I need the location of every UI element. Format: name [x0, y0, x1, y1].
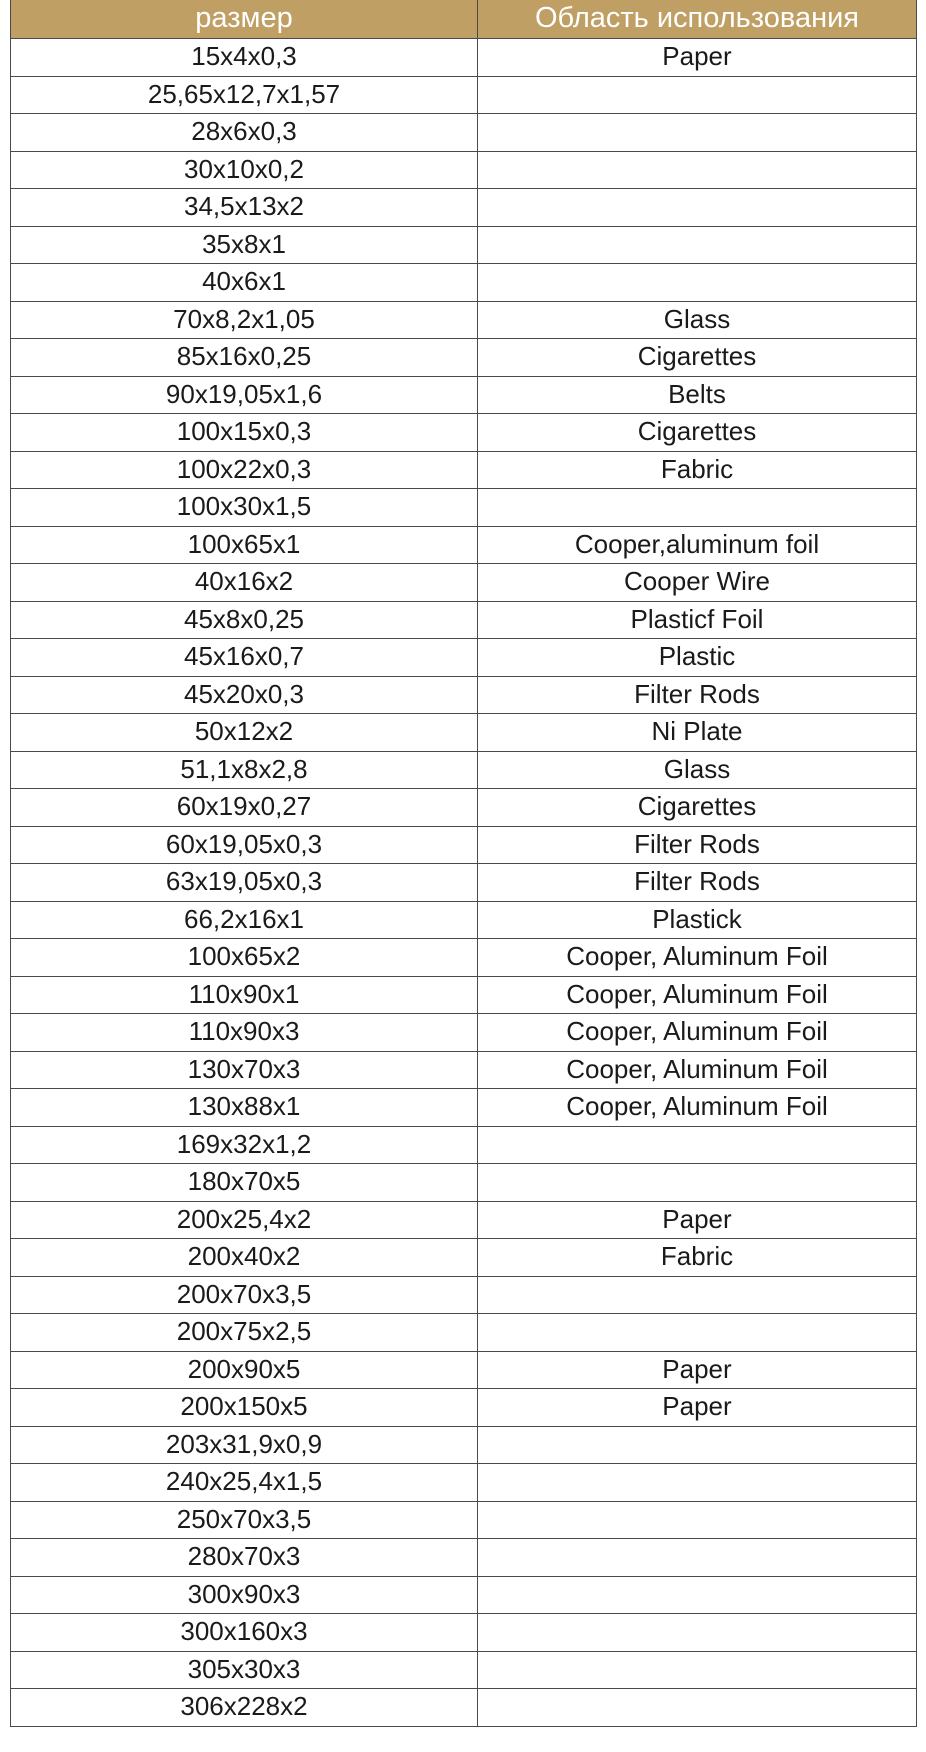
usage-value: Plasticf Foil: [630, 603, 764, 634]
table-row: [11, 1314, 917, 1352]
size-value: 100x22x0,3: [176, 453, 312, 484]
size-cell: [11, 39, 478, 77]
usage-value: Plastic: [658, 641, 736, 672]
size-value: 100x30x1,5: [176, 491, 312, 522]
size-value: 60x19,05x0,3: [165, 828, 323, 859]
size-cell: [11, 1689, 478, 1727]
usage-cell: [478, 1614, 917, 1652]
usage-value: Cigarettes: [637, 791, 757, 822]
usage-value: Paper: [662, 1391, 732, 1422]
size-usage-table: [10, 0, 917, 1727]
size-cell: [11, 1051, 478, 1089]
size-value: 40x6x1: [202, 266, 286, 297]
size-value: 250x70x3,5: [176, 1503, 312, 1534]
table-row: [11, 1089, 917, 1127]
usage-cell: [478, 639, 917, 677]
size-cell: [11, 1239, 478, 1277]
usage-value: Cooper,aluminum foil: [574, 528, 820, 559]
table-row: [11, 1201, 917, 1239]
size-cell: [11, 789, 478, 827]
size-cell: [11, 1501, 478, 1539]
size-cell: [11, 1539, 478, 1577]
usage-cell: [478, 1689, 917, 1727]
size-value: 100x15x0,3: [176, 416, 312, 447]
table-row: [11, 151, 917, 189]
size-value: 50x12x2: [194, 716, 294, 747]
table-row: [11, 1126, 917, 1164]
size-value: 300x160x3: [180, 1616, 308, 1647]
size-value: 200x75x2,5: [176, 1316, 312, 1347]
usage-cell: [478, 1426, 917, 1464]
usage-cell: [478, 1539, 917, 1577]
size-cell: [11, 1126, 478, 1164]
usage-cell: [478, 1351, 917, 1389]
usage-cell: [478, 489, 917, 527]
size-cell: [11, 639, 478, 677]
usage-value: Filter Rods: [634, 866, 760, 897]
size-value: 30x10x0,2: [184, 153, 304, 184]
usage-cell: [478, 1464, 917, 1502]
table-row: [11, 526, 917, 564]
size-value: 169x32x1,2: [176, 1128, 312, 1159]
table-row: [11, 414, 917, 452]
size-cell: [11, 1464, 478, 1502]
usage-value: Cooper, Aluminum Foil: [566, 1053, 828, 1084]
size-cell: [11, 601, 478, 639]
table-row: [11, 1651, 917, 1689]
size-value: 63x19,05x0,3: [165, 866, 323, 897]
table-row: [11, 1614, 917, 1652]
usage-value: Cigarettes: [637, 416, 757, 447]
usage-cell: [478, 1276, 917, 1314]
size-value: 130x70x3: [187, 1053, 301, 1084]
usage-cell: [478, 301, 917, 339]
usage-cell: [478, 1126, 917, 1164]
size-value: 240x25,4x1,5: [165, 1466, 323, 1497]
size-value: 35x8x1: [202, 228, 286, 259]
table-row: [11, 376, 917, 414]
usage-cell: [478, 1239, 917, 1277]
usage-cell: [478, 376, 917, 414]
size-cell: [11, 1164, 478, 1202]
size-value: 45x16x0,7: [184, 641, 304, 672]
usage-cell: [478, 751, 917, 789]
size-cell: [11, 339, 478, 377]
size-value: 203x31,9x0,9: [165, 1428, 323, 1459]
usage-cell: [478, 1389, 917, 1427]
header-size: [11, 0, 478, 39]
usage-cell: [478, 1201, 917, 1239]
usage-cell: [478, 1089, 917, 1127]
table-header: [11, 0, 917, 39]
size-usage-table-container: [10, 0, 916, 1727]
size-value: 200x90x5: [187, 1353, 301, 1384]
table-row: [11, 114, 917, 152]
size-value: 40x16x2: [194, 566, 294, 597]
size-cell: [11, 489, 478, 527]
size-cell: [11, 864, 478, 902]
usage-value: Cooper, Aluminum Foil: [566, 941, 828, 972]
size-value: 85x16x0,25: [176, 341, 312, 372]
table-row: [11, 714, 917, 752]
usage-cell: [478, 1576, 917, 1614]
size-cell: [11, 676, 478, 714]
usage-cell: [478, 339, 917, 377]
usage-cell: [478, 451, 917, 489]
table-row: [11, 1426, 917, 1464]
size-cell: [11, 1651, 478, 1689]
size-value: 51,1x8x2,8: [180, 753, 308, 784]
usage-value: Plastick: [652, 903, 742, 934]
table-row: [11, 301, 917, 339]
usage-cell: [478, 864, 917, 902]
usage-cell: [478, 76, 917, 114]
table-row: [11, 676, 917, 714]
table-row: [11, 564, 917, 602]
usage-cell: [478, 901, 917, 939]
table-row: [11, 489, 917, 527]
size-cell: [11, 751, 478, 789]
size-cell: [11, 939, 478, 977]
size-value: 110x90x1: [188, 978, 300, 1009]
usage-cell: [478, 1014, 917, 1052]
usage-cell: [478, 1164, 917, 1202]
size-cell: [11, 1351, 478, 1389]
size-cell: [11, 264, 478, 302]
table-row: [11, 1014, 917, 1052]
usage-value: Filter Rods: [634, 678, 760, 709]
table-row: [11, 976, 917, 1014]
table-row: [11, 39, 917, 77]
header-row: [11, 0, 917, 39]
size-value: 200x150x5: [180, 1391, 308, 1422]
table-row: [11, 1464, 917, 1502]
size-value: 300x90x3: [187, 1578, 301, 1609]
usage-value: Belts: [668, 378, 726, 409]
header-size-label: размер: [195, 2, 293, 34]
table-row: [11, 1351, 917, 1389]
size-cell: [11, 901, 478, 939]
usage-value: Paper: [662, 1203, 732, 1234]
usage-cell: [478, 714, 917, 752]
size-value: 130x88x1: [187, 1091, 301, 1122]
size-cell: [11, 1426, 478, 1464]
table-row: [11, 451, 917, 489]
table-row: [11, 76, 917, 114]
table-row: [11, 1389, 917, 1427]
table-row: [11, 601, 917, 639]
table-row: [11, 789, 917, 827]
size-value: 200x25,4x2: [176, 1203, 312, 1234]
table-row: [11, 639, 917, 677]
size-cell: [11, 76, 478, 114]
size-cell: [11, 1201, 478, 1239]
size-value: 180x70x5: [187, 1166, 301, 1197]
usage-cell: [478, 601, 917, 639]
usage-value: Paper: [662, 1353, 732, 1384]
usage-value: Glass: [663, 753, 731, 784]
usage-cell: [478, 1051, 917, 1089]
size-cell: [11, 226, 478, 264]
size-value: 70x8,2x1,05: [173, 303, 315, 334]
usage-value: Cooper, Aluminum Foil: [566, 1016, 828, 1047]
size-value: 60x19x0,27: [176, 791, 312, 822]
table-row: [11, 1164, 917, 1202]
table-row: [11, 939, 917, 977]
size-cell: [11, 564, 478, 602]
table-row: [11, 1239, 917, 1277]
size-value: 15x4x0,3: [191, 41, 297, 72]
usage-cell: [478, 789, 917, 827]
usage-cell: [478, 189, 917, 227]
size-value: 200x70x3,5: [176, 1278, 312, 1309]
size-cell: [11, 1576, 478, 1614]
size-cell: [11, 1276, 478, 1314]
size-cell: [11, 1089, 478, 1127]
usage-cell: [478, 39, 917, 77]
table-row: [11, 1051, 917, 1089]
usage-cell: [478, 1501, 917, 1539]
table-body: [11, 39, 917, 1727]
size-value: 45x8x0,25: [184, 603, 304, 634]
usage-cell: [478, 1651, 917, 1689]
size-cell: [11, 414, 478, 452]
table-row: [11, 751, 917, 789]
size-value: 110x90x3: [188, 1016, 300, 1047]
size-cell: [11, 151, 478, 189]
size-value: 45x20x0,3: [184, 678, 304, 709]
size-value: 100x65x2: [187, 941, 301, 972]
size-cell: [11, 1014, 478, 1052]
usage-cell: [478, 226, 917, 264]
size-cell: [11, 114, 478, 152]
usage-cell: [478, 826, 917, 864]
usage-cell: [478, 564, 917, 602]
usage-cell: [478, 414, 917, 452]
size-value: 306x228x2: [180, 1691, 308, 1722]
size-cell: [11, 189, 478, 227]
size-value: 100x65x1: [187, 528, 301, 559]
table-row: [11, 226, 917, 264]
usage-value: Cigarettes: [637, 341, 757, 372]
size-cell: [11, 1389, 478, 1427]
usage-value: Cooper, Aluminum Foil: [566, 978, 828, 1009]
usage-cell: [478, 939, 917, 977]
table-row: [11, 864, 917, 902]
usage-cell: [478, 114, 917, 152]
header-usage: [478, 0, 917, 39]
size-cell: [11, 1614, 478, 1652]
size-value: 305x30x3: [187, 1653, 301, 1684]
table-row: [11, 264, 917, 302]
table-row: [11, 189, 917, 227]
table-row: [11, 1501, 917, 1539]
usage-cell: [478, 151, 917, 189]
header-usage-label: Область использования: [534, 2, 859, 34]
table-row: [11, 1689, 917, 1727]
usage-value: Fabric: [660, 1241, 734, 1272]
usage-value: Glass: [663, 303, 731, 334]
size-cell: [11, 976, 478, 1014]
size-cell: [11, 826, 478, 864]
usage-cell: [478, 676, 917, 714]
usage-value: Paper: [662, 41, 732, 72]
size-cell: [11, 714, 478, 752]
size-value: 280x70x3: [187, 1541, 301, 1572]
usage-value: Cooper Wire: [624, 566, 770, 597]
usage-cell: [478, 264, 917, 302]
usage-cell: [478, 526, 917, 564]
usage-cell: [478, 1314, 917, 1352]
size-value: 90x19,05x1,6: [165, 378, 323, 409]
size-cell: [11, 301, 478, 339]
usage-value: Fabric: [660, 453, 734, 484]
size-cell: [11, 1314, 478, 1352]
size-value: 25,65x12,7x1,57: [147, 78, 341, 109]
table-row: [11, 1276, 917, 1314]
size-cell: [11, 376, 478, 414]
size-cell: [11, 451, 478, 489]
table-row: [11, 901, 917, 939]
table-row: [11, 1576, 917, 1614]
usage-value: Cooper, Aluminum Foil: [566, 1091, 828, 1122]
size-value: 200x40x2: [187, 1241, 301, 1272]
usage-value: Ni Plate: [651, 716, 743, 747]
size-value: 28x6x0,3: [191, 116, 297, 147]
usage-value: Filter Rods: [634, 828, 760, 859]
usage-cell: [478, 976, 917, 1014]
size-value: 66,2x16x1: [184, 903, 304, 934]
table-row: [11, 339, 917, 377]
table-row: [11, 1539, 917, 1577]
size-cell: [11, 526, 478, 564]
size-value: 34,5x13x2: [184, 191, 304, 222]
table-row: [11, 826, 917, 864]
